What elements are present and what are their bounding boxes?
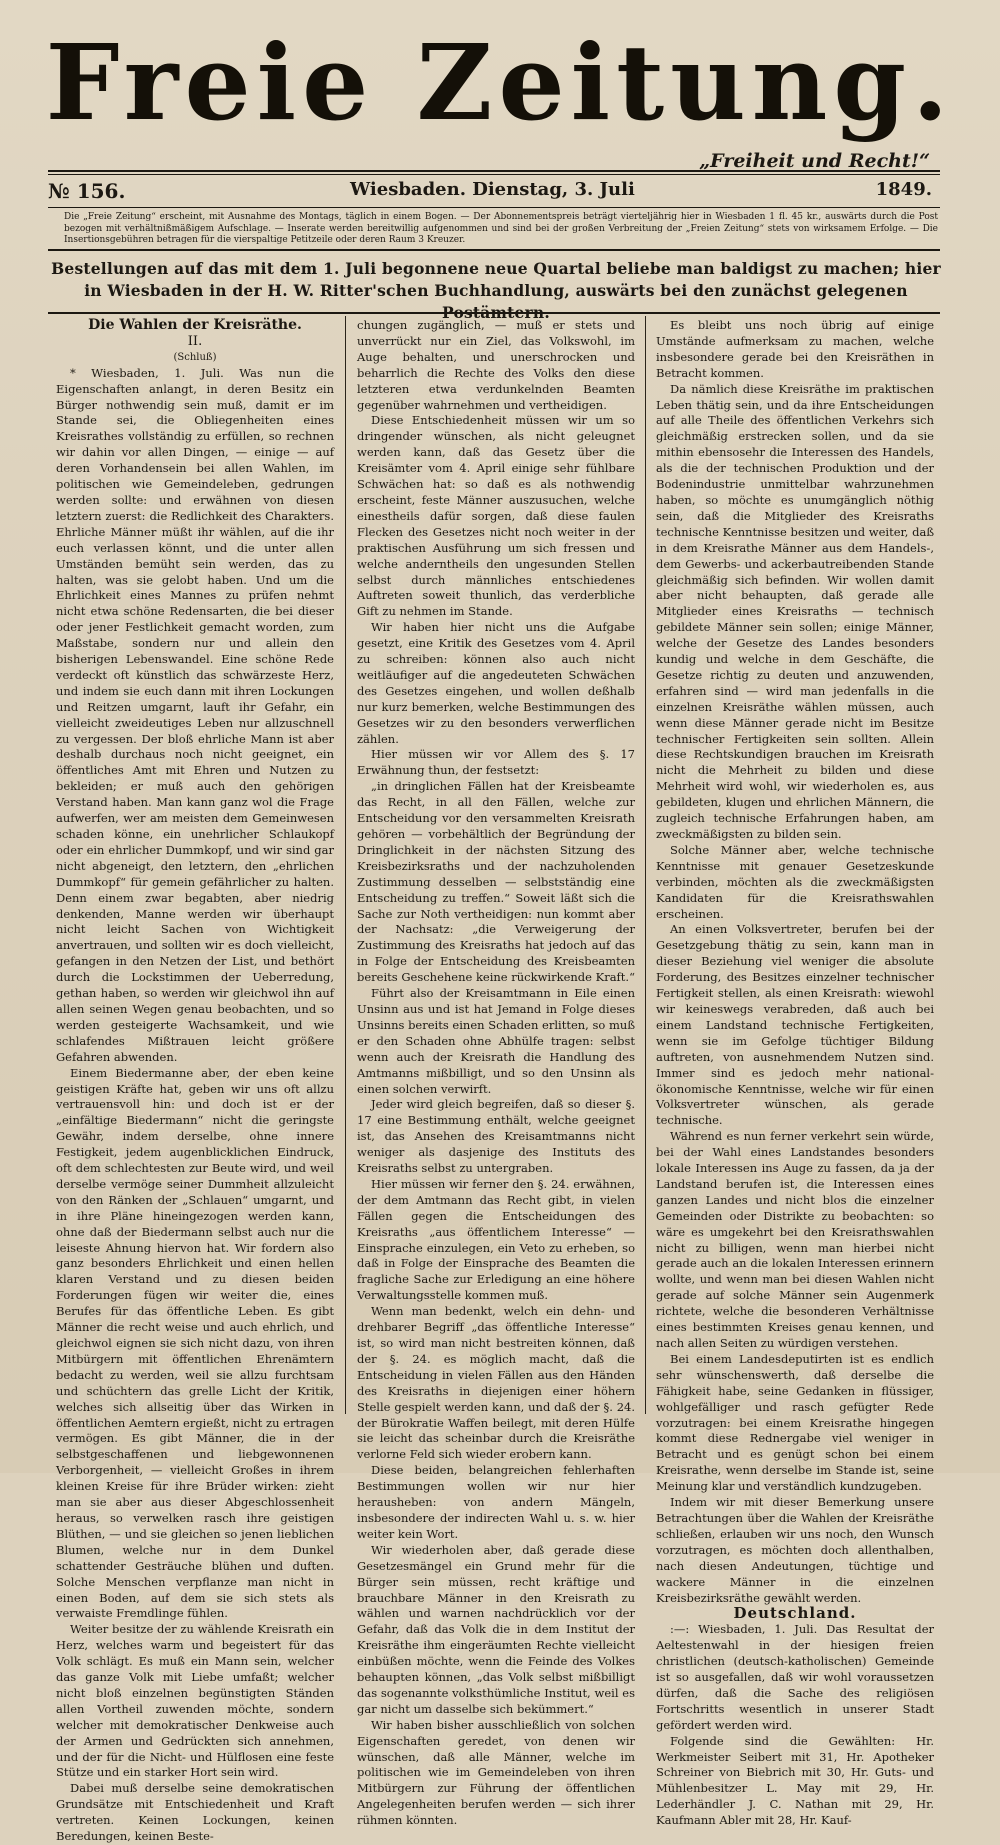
masthead-motto: „Freiheit und Recht!“ [699, 150, 930, 172]
place-date: Wiesbaden. Dienstag, 3. Juli [350, 179, 635, 200]
dateline [48, 177, 940, 207]
paragraph: Indem wir mit dieser Bemerkung unsere Betrachtungen über die Wahlen der Kreisräthe schließen, erlauben wir uns noch, den Wunsch vorzutragen, es möchten doch allenthalben, nach diesen Andeutungen, tüchtige und wackere Männer in die einzelnen Kreisbezirksräthe gewählt werden. [656, 1495, 934, 1605]
paragraph: Diese Entschiedenheit müssen wir um so dringender wünschen, als nicht geleugnet werden kann, daß das Gesetz über die Kreisämter vom 4. April einige sehr fühlbare Schwächen hat: so daß es als nothwendig erscheint, feste Männer auszusuchen, welche einestheils dafür sorgen, daß diese faulen Flecken des Gesetzes nicht noch weiter in der praktischen Ausführung um sich fressen und welche anderntheils den ungesunden Stellen selbst durch männliches entschiedenes Auftreten soweit thunlich, das verderbliche Gift zu nehmen im Stande. [357, 413, 635, 619]
column-divider-2 [645, 316, 646, 1414]
paragraph: „in dringlichen Fällen hat der Kreisbeamte das Recht, in all den Fällen, welche zur Entscheidung vor den versammelten Kreisrath gehören — vorbehältlich der Begründung der Dringlichkeit in der nächsten Sitzung des Kreisbezirksraths und der nachzuholenden Zustimmung desselben — selbstständig eine Entscheidung zu treffen.“ Soweit läßt sich die Sache zur Noth vertheidigen: nun kommt aber der Nachsatz: „die Verweigerung der Zustimmung des Kreisraths hat jedoch auf das in Folge der Entscheidung des Kreisbeamten bereits Geschehene keine rückwirkende Kraft.“ [357, 779, 635, 985]
column-divider-1 [345, 316, 346, 1414]
notice-rule-top [48, 249, 940, 251]
column-1 [56, 317, 334, 1844]
paragraph: Hier müssen wir ferner den §. 24. erwähnen, der dem Amtmann das Recht gibt, in vielen Fällen gegen die Entscheidungen des Kreisraths „aus öffentlichem Interesse“ — Einsprache einzulegen, ein Veto zu erheben, so daß in Folge der Einsprache des Beamten die fragliche Sache zur Erledigung an eine höhere Verwaltungsstelle kommen muß. [357, 1176, 635, 1303]
article-part: II. [187, 333, 203, 349]
issue-number: № 156. [48, 179, 126, 203]
section-heading: Deutschland. [733, 1604, 857, 1623]
masthead [0, 8, 1000, 158]
paragraph: :—: Wiesbaden, 1. Juli. Das Resultat der Aeltestenwahl in der hiesigen freien christlichen (deutsch-katholischen) Gemeinde ist so ausgefallen, daß wir wohl voraussetzen dürfen, daß die Sache des religiösen Fortschritts wesentlich in unserer Stadt gefördert werden wird. [656, 1622, 934, 1732]
paragraph: Es bleibt uns noch übrig auf einige Umstände aufmerksam zu machen, welche insbesondere gerade bei den Kreisräthen in Betracht kommen. [656, 318, 934, 380]
year: 1849. [875, 179, 932, 200]
notice-rule-bottom [48, 312, 940, 314]
paragraph: Diese beiden, belangreichen fehlerhaften Bestimmungen wollen wir nur hier herausheben: von andern Mängeln, insbesondere der indirecten Wahl u. s. w. hier weiter kein Wort. [357, 1463, 635, 1541]
subscription-info: Die „Freie Zeitung“ erscheint, mit Ausnahme des Montags, täglich in einem Bogen. — Der Abonnementspreis beträgt vierteljährig hier in Wiesbaden 1 fl. 45 kr., auswärts durch die Post bezogen mit verhältnißmäßigem Aufschlage. — Inserate werden bereitwillig aufgenommen und sind bei der großen Verbreitung der „Freien Zeitung“ stets von wirksamem Erfolge. — Die Insertionsgebühren betragen für die vierspaltige Petitzeile oder deren Raum 3 Kreuzer. [64, 212, 938, 245]
paragraph: Weiter besitze der zu wählende Kreisrath ein Herz, welches warm und begeistert für das Volk schlägt. Es muß ein Mann sein, welcher das ganze Volk mit Liebe umfaßt; welcher nicht bloß einzelnen begünstigten Ständen allen Vortheil zuwenden möchte, sondern welcher mit demokratischer Denkweise auch der Armen und Gedrückten sich annehmen, und der für die Nicht- und Hülflosen eine feste Stütze und ein starker Hort sein wird. [56, 1622, 334, 1780]
paragraph: Wir haben bisher ausschließlich von solchen Eigenschaften geredet, von denen wir wünschen, daß alle Männer, welche im politischen wie im Gemeindeleben von ihren Mitbürgern zur Führung der öffentlichen Angelegenheiten berufen werden — sich ihrer rühmen könnten. [357, 1717, 635, 1828]
subscription-notice: Bestellungen auf das mit dem 1. Juli begonnene neue Quartal beliebe man baldigst zu machen; hier in Wiesbaden in der H. W. Ritter'schen Buchhandlung, auswärts bei den zunächst gelegenen Postämtern. [51, 259, 941, 322]
top-rule-thin [48, 174, 940, 175]
paragraph: Folgende sind die Gewählten: Hr. Werkmeister Seibert mit 31, Hr. Apotheker Schreiner von Biebrich mit 30, Hr. Guts- und Mühlenbesitzer L. May mit 29, Hr. Lederhändler J. C. Nathan mit 29, Hr. Kaufmann Abler mit 28, Hr. Kauf- [656, 1733, 934, 1828]
paragraph: Dabei muß derselbe seine demokratischen Grundsätze mit Entschiedenheit und Kraft vertreten. Keinen Lockungen, keinen Beredungen, keinen Beste- [56, 1781, 334, 1844]
paragraph: Während es nun ferner verkehrt sein würde, bei der Wahl eines Landstandes besonders lokale Interessen ins Auge zu fassen, da ja der Landstand berufen ist, die Interessen eines ganzen Landes und nicht blos die einzelner Gemeinden oder Distrikte zu beobachten: so wäre es umgekehrt bei den Kreisrathswahlen nicht zu billigen, wenn man hierbei nicht gerade auch an die lokalen Interessen erinnern wollte, und wenn man bei diesen Wahlen nicht gerade auf solche Männer sein Augenmerk richtete, welche die besonderen Verhältnisse eines bestimmten Kreises genau kennen, und nach allen Seiten zu würdigen verstehen. [656, 1129, 934, 1350]
paragraph: Einem Biedermanne aber, der eben keine geistigen Kräfte hat, geben wir uns oft allzu vertrauensvoll hin: und doch ist er der „einfältige Biedermann“ nicht die geringste Gewähr, indem derselbe, ohne innere Festigkeit, jedem augenblicklichen Eindruck, oft dem schlechtesten zur Beute wird, und weil derselbe vermöge seiner Dummheit allzuleicht von den Ränken der „Schlauen“ umgarnt, und in ihre Pläne hineingezogen werden kann, ohne daß der Biedermann selbst auch nur die leiseste Ahnung hiervon hat. Wir fordern also ganz besonders Ehrlichkeit und einen hellen klaren Verstand und zu diesen beiden Forderungen fügen wir weiter die, eines Berufes für das öffentliche Leben. Es gibt Männer die recht weise und auch ehrlich, und gleichwol eignen sie sich nicht dazu, von ihren Mitbürgern mit öffentlichen Ehrenämtern bedacht zu werden, weil sie allzu furchtsam und schüchtern das grelle Licht der Kritik, welches sich allseitig über das Wirken in öffentlichen Aemtern ergießt, nicht zu ertragen vermögen. Es gibt Männer, die in der selbstgeschaffenen und liebgewonnenen Verborgenheit, — vielleicht Großes in ihrem kleinen Kreise für ihre Brüder wirken: zieht man sie aber aus dieser Abgeschlossenheit heraus, so verwelken rasch ihre geistigen Blüthen, — und sie gleichen so jenen lieblichen Blumen, welche nur in dem Dunkel schattender Gesträuche blühen und duften. Solche Menschen verpflanze man nicht in einen Boden, auf dem sie sich stets als verwaiste Fremdlinge fühlen. [56, 1065, 334, 1621]
paragraph: Jeder wird gleich begreifen, daß so dieser §. 17 eine Bestimmung enthält, welche geeignet ist, das Ansehen des Kreisamtmanns nicht weniger als dasjenige des Instituts des Kreisraths selbst zu untergraben. [357, 1097, 635, 1176]
masthead-title: Freie Zeitung. [45, 21, 955, 144]
paragraph: Solche Männer aber, welche technische Kenntnisse mit genauer Gesetzeskunde verbinden, möchten als die zweckmäßigsten Kandidaten für die Kreisrathswahlen erscheinen. [656, 842, 934, 921]
top-rule [48, 170, 940, 172]
paragraph: Wir haben hier nicht uns die Aufgabe gesetzt, eine Kritik des Gesetzes vom 4. April zu schreiben: können also auch nicht weitläufiger auf die angedeuteten Schwächen des Gesetzes eingehen, und wollen deßhalb nur kurz bemerken, welche Bestimmungen des Gesetzes wir zu den besonders verwerflichen zählen. [357, 620, 635, 746]
paragraph: Da nämlich diese Kreisräthe im praktischen Leben thätig sein, und da ihre Entscheidungen auf alle Theile des öffentlichen Verkehrs sich gleichmäßig erstrecken sollen, und da sie mithin ebensosehr die Interessen des Handels, als die der technischen Produktion und der Bodenindustrie unmittelbar wahrzunehmen haben, so möchte es unumgänglich nöthig sein, daß die Mitglieder des Kreisraths technische Kenntnisse besitzen und weiter, daß in dem Kreisrathe Männer aus dem Handels-, dem Gewerbs- und ackerbautreibenden Stande gleichmäßig sich befinden. Wir wollen damit aber nicht behaupten, daß gerade alle Mitglieder eines Kreisraths — technisch gebildete Männer sein sollen; einige Männer, welche der Gesetze des Landes besonders kundig und welche in dem Geschäfte, die Gesetze richtig zu deuten und anzuwenden, erfahren sind — wird man jedenfalls in die einzelnen Kreisräthe wählen müssen, auch wenn diese Männer gerade nicht im Besitze technischer Fertigkeiten sein sollten. Allein diese Rechtskundigen brauchen im Kreisrath nicht die Mehrheit zu bilden und diese Mehrheit wird wohl, wir wiederholen es, aus gebildeten, klugen und ehrlichen Männern, die zugleich technische Erfahrungen haben, am zweckmäßigsten zu bilden sein. [656, 381, 934, 841]
paragraph: chungen zugänglich, — muß er stets und unverrückt nur ein Ziel, das Volkswohl, im Auge behalten, und unerschrocken und beharrlich die Rechte des Volks den diese letzteren etwa verdunkelnden Beamten gegenüber wahrnehmen und vertheidigen. [357, 318, 635, 412]
column-2 [357, 318, 635, 1828]
paragraph: An einen Volksvertreter, berufen bei der Gesetzgebung thätig zu sein, kann man in dieser Beziehung viel weniger die absolute Forderung, des Besitzes einzelner technischer Fertigkeit stellen, als einen Kreisrath: wiewohl wir keineswegs verabreden, daß auch bei einem Landstand technische Fertigkeiten, wenn sie im Gefolge tüchtiger Bildung auftreten, von ausnehmendem Nutzen sind. Immer sind es jedoch mehr national-ökonomische Kenntnisse, welche wir für einen Volksvertreter wünschen, als gerade technische. [656, 922, 934, 1128]
paragraph: Bei einem Landesdeputirten ist es endlich sehr wünschenswerth, daß derselbe die Fähigkeit habe, seine Gedanken in flüssiger, wohlgefälliger und rasch gefügter Rede vorzutragen: bei einem Kreisrathe hingegen kommt diese Rednergabe viel weniger in Betracht und es genügt schon bei einem Kreisrathe, wenn derselbe im Stande ist, seine Meinung klar und verständlich kundzugeben. [656, 1351, 934, 1494]
paragraph: * Wiesbaden, 1. Juli. Was nun die Eigenschaften anlangt, in deren Besitz ein Bürger nothwendig sein muß, damit er im Stande sei, die Obliegenheiten eines Kreisrathes vollständig zu erfüllen, so rechnen wir dahin vor allen Dingen, — einige — auf deren Vorhandensein bei allen Wahlen, im politischen wie Gemeindeleben, gedrungen werden sollte: und erwähnen von diesen letztern zuerst: die Redlichkeit des Charakters. Ehrliche Männer müßt ihr wählen, auf die ihr euch verlassen könnt, und die unter allen Umständen bemüht sein werden, das zu halten, was sie gelobt haben. Und um die Ehrlichkeit eines Mannes zu prüfen nehmt nicht etwa schöne Redensarten, die bei dieser oder jener Festlichkeit gemacht worden, zum Maßstabe, sondern nur und allein den bisherigen Lebenswandel. Eine schöne Rede verdeckt oft künstlich das schwärzeste Herz, und indem sie euch dann mit ihren Lockungen und Reitzen umgarnt, lauft ihr Gefahr, ein vielleicht zweideutiges Leben nur allzuschnell zu vergessen. Der bloß ehrliche Mann ist aber deshalb durchaus noch nicht geeignet, ein öffentliches Amt mit Ehren und Nutzen zu bekleiden; er muß auch den gehörigen Verstand haben. Man kann ganz wol die Frage aufwerfen, wer am meisten dem Gemeinwesen schaden könne, ein unehrlicher Schlaukopf oder ein ehrlicher Dummkopf, und wir sind gar nicht abgeneigt, den letztern, den „ehrlichen Dummkopf“ für gemein gefährlicher zu halten. Denn einem zwar begabten, aber niedrig denkenden, Manne werden wir überhaupt nicht leicht Sachen von Wichtigkeit anvertrauen, und sollten wir es doch vielleicht, gefangen in den Netzen der List, und bethört durch die Lockstimmen der Ueberredung, gethan haben, so werden wir gleichwol ihn auf allen seinen Wegen genau beobachten, und so werden gesteigerte Wachsamkeit, und wie schlafendes Mißtrauen leicht größere Gefahren abwenden. [56, 365, 334, 1064]
paragraph: Hier müssen wir vor Allem des §. 17 Erwähnung thun, der festsetzt: [357, 747, 635, 778]
column-3 [656, 318, 934, 1828]
article-heading: Die Wahlen der Kreisräthe. [88, 317, 302, 333]
dateline-rule [48, 207, 940, 208]
article-sub: (Schluß) [173, 351, 217, 363]
paragraph: Wenn man bedenkt, welch ein dehn- und drehbarer Begriff „das öffentliche Interesse“ ist, so wird man nicht bestreiten können, daß der §. 24. es möglich macht, daß die Entscheidung in vielen Fällen aus den Händen des Kreisraths in diejenigen einer höhern Stelle gespielt werden kann, und daß der §. 24. der Bürokratie Waffen beilegt, mit deren Hülfe sie leicht das scheinbar durch die Kreisräthe verlorne Feld sich wieder erobern kann. [357, 1304, 635, 1462]
paragraph: Führt also der Kreisamtmann in Eile einen Unsinn aus und ist hat Jemand in Folge dieses Unsinns bereits einen Schaden erlitten, so muß er den Schaden ohne Abhülfe tragen: selbst wenn auch der Kreisrath die Handlung des Amtmanns mißbilligt, und so den Unsinn als einen solchen verwirft. [357, 986, 635, 1096]
paragraph: Wir wiederholen aber, daß gerade diese Gesetzesmängel ein Grund mehr für die Bürger sein müssen, recht kräftige und brauchbare Männer in den Kreisrath zu wählen und warnen nachdrücklich vor der Gefahr, daß das Volk die in dem Institut der Kreisräthe ihm eingeräumten Rechte vielleicht einbüßen möchte, wenn die Feinde des Volkes behaupten können, „das Volk selbst mißbilligt das sogenannte volksthümliche Institut, weil es gar nicht um dasselbe sich bekümmert.“ [357, 1542, 635, 1716]
